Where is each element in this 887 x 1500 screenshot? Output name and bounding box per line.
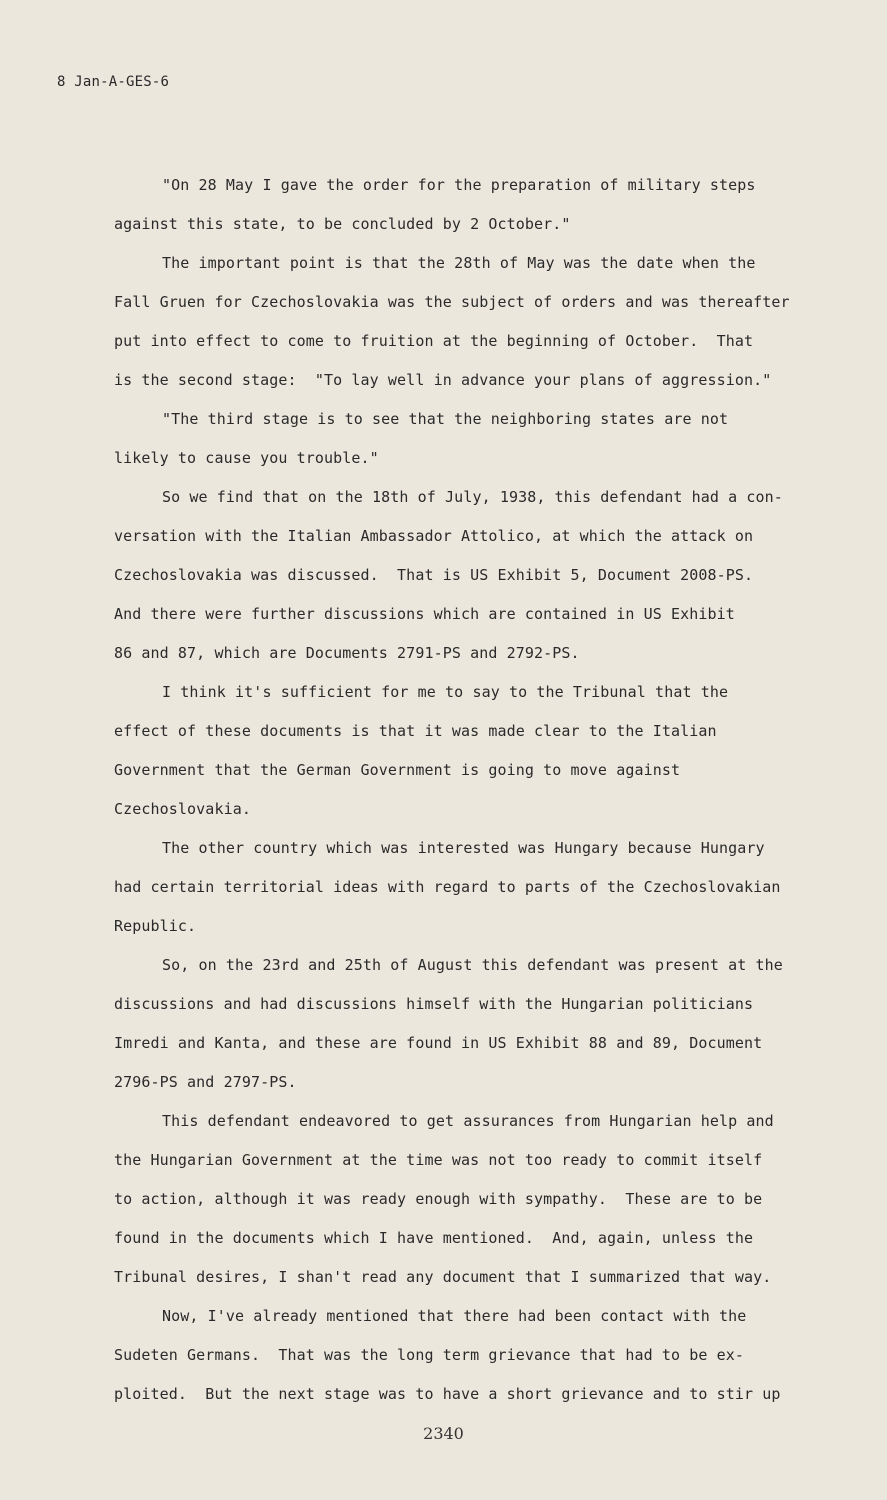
document-body — [114, 166, 854, 1414]
text-line: effect of these documents is that it was made clear to the Italian — [114, 722, 717, 740]
text-line: The other country which was interested was Hungary because Hungary — [162, 839, 765, 857]
text-line: Government that the German Government is going to move against — [114, 761, 681, 779]
text-line: likely to cause you trouble." — [114, 449, 379, 467]
text-line: Now, I've already mentioned that there had been contact with the — [162, 1307, 747, 1325]
text-line: "The third stage is to see that the neighboring states are not — [162, 410, 729, 428]
text-line: found in the documents which I have mentioned. And, again, unless the — [114, 1229, 754, 1247]
text-line: Sudeten Germans. That was the long term grievance that had to be ex- — [114, 1346, 745, 1364]
text-line: Tribunal desires, I shan't read any document that I summarized that way. — [114, 1268, 772, 1286]
text-line: the Hungarian Government at the time was not too ready to commit itself — [114, 1151, 763, 1169]
text-line: 2796-PS and 2797-PS. — [114, 1073, 297, 1091]
text-line: Fall Gruen for Czechoslovakia was the subject of orders and was thereafter — [114, 293, 790, 311]
text-line: 86 and 87, which are Documents 2791-PS and 2792-PS. — [114, 644, 580, 662]
text-line: Czechoslovakia. — [114, 800, 251, 818]
text-line: ploited. But the next stage was to have a short grievance and to stir up — [114, 1385, 781, 1403]
text-line: put into effect to come to fruition at the beginning of October. That — [114, 332, 754, 350]
text-line: discussions and had discussions himself with the Hungarian politicians — [114, 995, 754, 1013]
text-line: had certain territorial ideas with regard to parts of the Czechoslovakian — [114, 878, 781, 896]
text-line: So, on the 23rd and 25th of August this defendant was present at the — [162, 956, 783, 974]
text-line: versation with the Italian Ambassador Attolico, at which the attack on — [114, 527, 754, 545]
text-line: Republic. — [114, 917, 197, 935]
text-line: to action, although it was ready enough with sympathy. These are to be — [114, 1190, 763, 1208]
document-code-header: 8 Jan-A-GES-6 — [57, 74, 170, 90]
text-line: I think it's sufficient for me to say to the Tribunal that the — [162, 683, 729, 701]
text-line: The important point is that the 28th of May was the date when the — [162, 254, 756, 272]
page-number: 2340 — [423, 1424, 464, 1443]
text-line: "On 28 May I gave the order for the preparation of military steps — [162, 176, 756, 194]
text-line: Imredi and Kanta, and these are found in US Exhibit 88 and 89, Document — [114, 1034, 763, 1052]
text-line: is the second stage: "To lay well in advance your plans of aggression." — [114, 371, 772, 389]
text-line: So we find that on the 18th of July, 1938, this defendant had a con- — [162, 488, 783, 506]
text-line: against this state, to be concluded by 2 October." — [114, 215, 571, 233]
text-line: And there were further discussions which are contained in US Exhibit — [114, 605, 735, 623]
text-line: Czechoslovakia was discussed. That is US Exhibit 5, Document 2008-PS. — [114, 566, 754, 584]
text-line: This defendant endeavored to get assurances from Hungarian help and — [162, 1112, 774, 1130]
